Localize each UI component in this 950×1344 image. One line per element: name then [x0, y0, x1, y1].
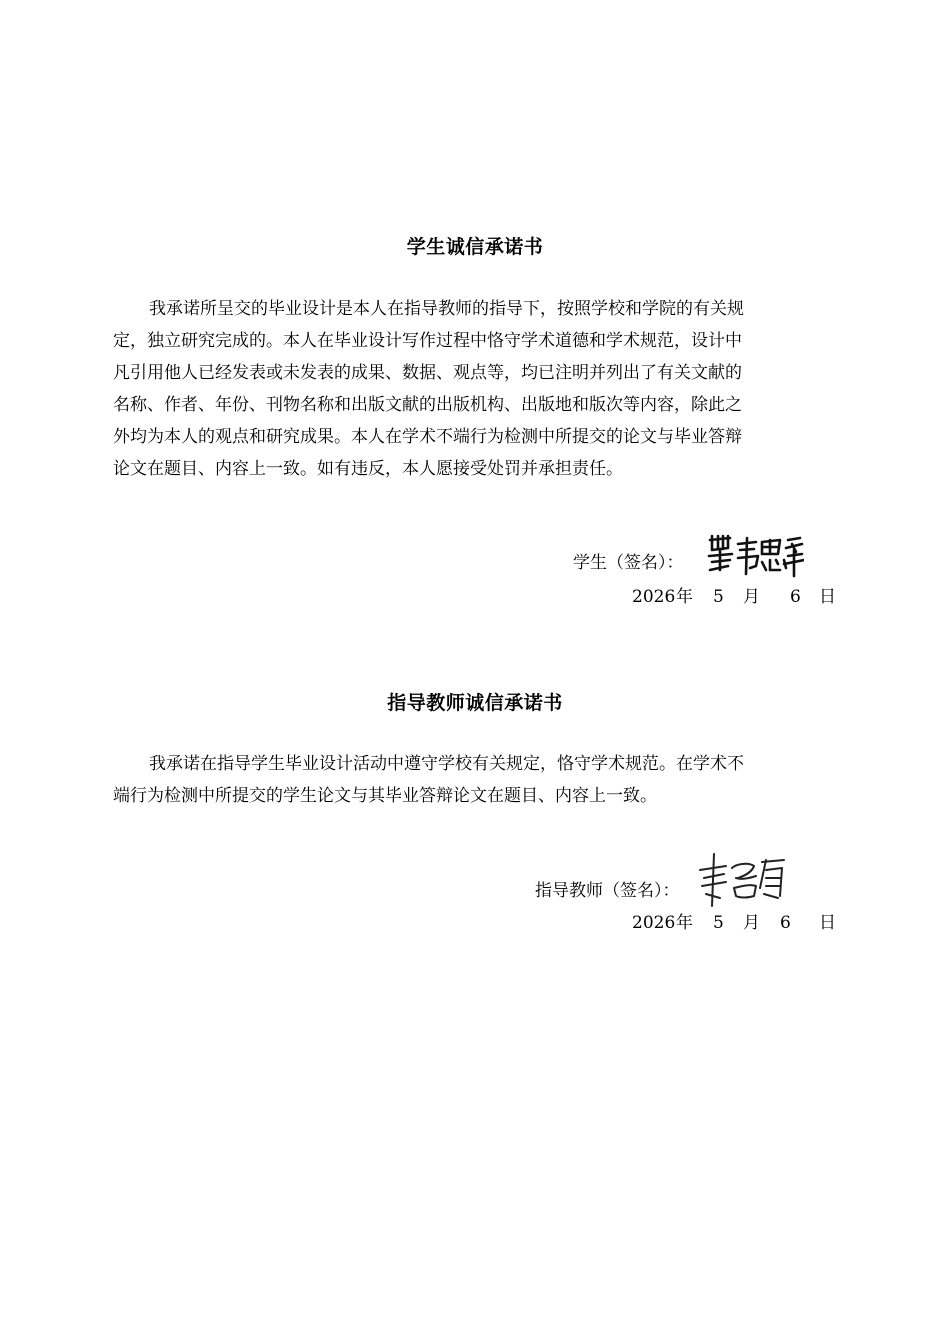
- student-date: [0, 586, 950, 608]
- date-day: 6: [790, 587, 801, 607]
- student-signature-image: [704, 530, 804, 582]
- advisor-pledge-paragraph: [113, 748, 825, 812]
- date-month: 5: [713, 587, 724, 607]
- date-year-unit: 年: [676, 587, 693, 607]
- date-year: 2026: [632, 913, 676, 933]
- paragraph-line: 我承诺所呈交的毕业设计是本人在指导教师的指导下，按照学校和学院的有关规: [149, 299, 744, 319]
- student-pledge-paragraph: [113, 293, 825, 485]
- paragraph-line: 凡引用他人已经发表或未发表的成果、数据、观点等，均已注明并列出了有关文献的: [113, 363, 742, 383]
- student-pledge-title: 学生诚信承诺书: [406, 236, 544, 258]
- advisor-date: [0, 912, 950, 934]
- date-month-unit: 月: [743, 913, 760, 933]
- paragraph-line: 名称、作者、年份、刊物名称和出版文献的出版机构、出版地和版次等内容，除此之: [113, 395, 742, 415]
- paragraph-line: 论文在题目、内容上一致。如有违反，本人愿接受处罚并承担责任。: [113, 459, 623, 479]
- date-day-unit: 日: [819, 913, 836, 933]
- date-month: 5: [713, 913, 724, 933]
- date-day: 6: [780, 913, 791, 933]
- date-month-unit: 月: [743, 587, 760, 607]
- date-day-unit: 日: [819, 587, 836, 607]
- paragraph-line: 外均为本人的观点和研究成果。本人在学术不端行为检测中所提交的论文与毕业答辩: [113, 427, 742, 447]
- advisor-pledge-title: 指导教师诚信承诺书: [387, 692, 563, 714]
- paragraph-line: 我承诺在指导学生毕业设计活动中遵守学校有关规定，恪守学术规范。在学术不: [149, 754, 744, 774]
- advisor-signature-label: 指导教师（签名）：: [535, 881, 680, 901]
- date-year: 2026: [632, 587, 676, 607]
- student-signature-label: 学生（签名）：: [573, 553, 684, 573]
- paragraph-line: 端行为检测中所提交的学生论文与其毕业答辩论文在题目、内容上一致。: [113, 786, 657, 806]
- date-year-unit: 年: [676, 913, 693, 933]
- advisor-signature-image: [696, 848, 788, 910]
- paragraph-line: 定，独立研究完成的。本人在毕业设计写作过程中恪守学术道德和学术规范，设计中: [113, 331, 742, 351]
